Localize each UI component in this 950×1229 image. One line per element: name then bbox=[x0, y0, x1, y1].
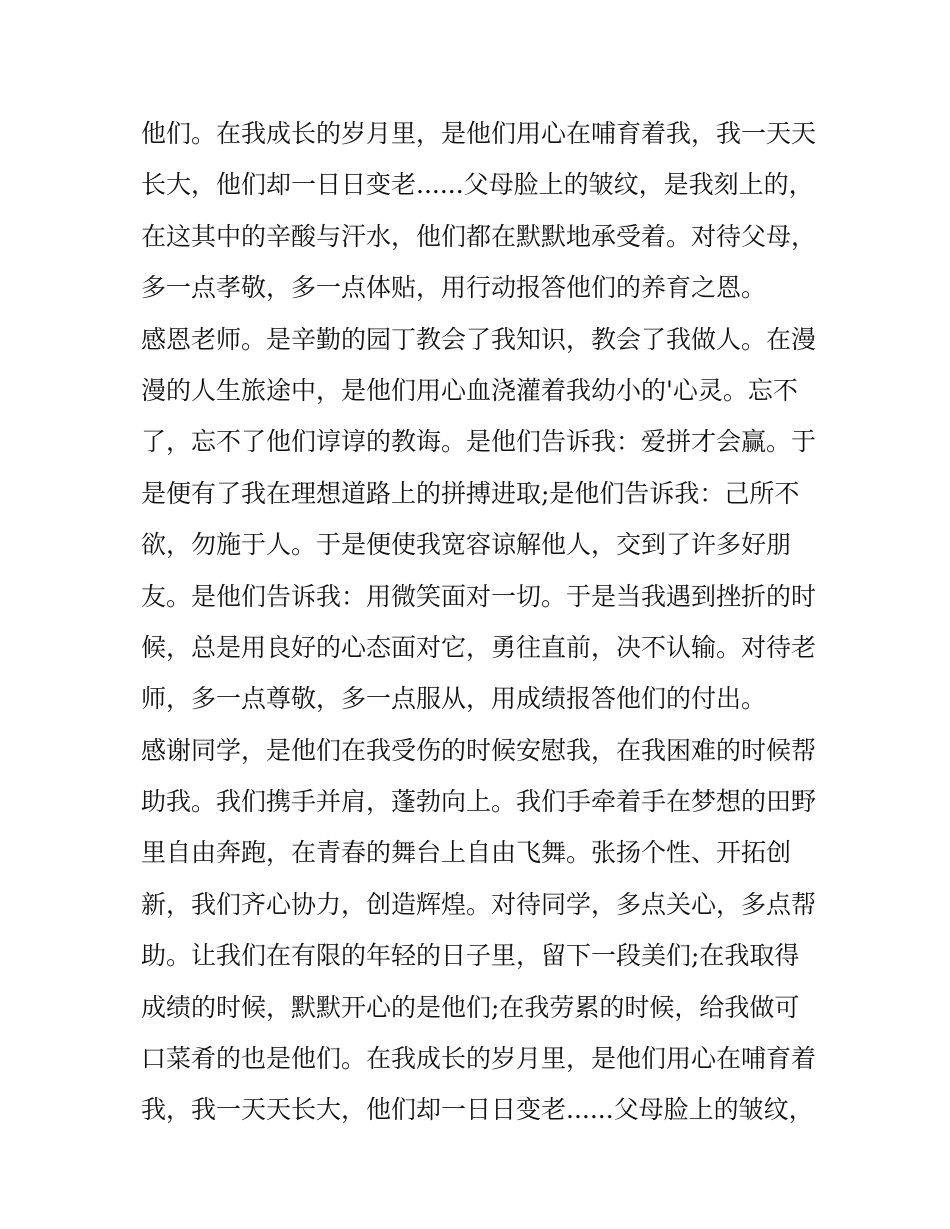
text-line: 助。让我们在有限的年轻的日子里，留下一段美们;在我取得 bbox=[141, 941, 800, 971]
text-line: 多一点孝敬，多一点体贴，用行动报答他们的养育之恩。 bbox=[141, 273, 767, 303]
text-line: 助我。我们携手并肩，蓬勃向上。我们手牵着手在梦想的田野 bbox=[141, 787, 817, 817]
text-line: 候，总是用良好的心态面对它，勇往直前，决不认输。对待老 bbox=[141, 632, 817, 662]
text-line: 了，忘不了他们谆谆的教诲。是他们告诉我：爱拼才会赢。于 bbox=[141, 427, 817, 457]
text-line: 欲，勿施于人。于是便使我宽容谅解他人，交到了许多好朋 bbox=[141, 530, 792, 560]
text-line: 长大，他们却一日日变老......父母脸上的皱纹，是我刻上的， bbox=[141, 170, 814, 200]
text-line: 在这其中的辛酸与汗水，他们都在默默地承受着。对待父母， bbox=[141, 221, 817, 251]
text-line: 师，多一点尊敬，多一点服从，用成绩报答他们的付出。 bbox=[141, 684, 767, 714]
text-line: 他们。在我成长的岁月里，是他们用心在哺育着我，我一天天 bbox=[141, 119, 817, 148]
text-line: 感谢同学，是他们在我受伤的时候安慰我，在我困难的时候帮 bbox=[141, 735, 817, 765]
body-text bbox=[141, 108, 821, 1136]
text-line: 感恩老师。是辛勤的园丁教会了我知识，教会了我做人。在漫 bbox=[141, 324, 817, 354]
text-line: 我，我一天天长大，他们却一日日变老......父母脸上的皱纹， bbox=[141, 1095, 814, 1125]
text-line: 友。是他们告诉我：用微笑面对一切。于是当我遇到挫折的时 bbox=[141, 581, 817, 611]
text-line: 新，我们齐心协力，创造辉煌。对待同学，多点关心，多点帮 bbox=[141, 889, 817, 919]
text-line: 口菜肴的也是他们。在我成长的岁月里，是他们用心在哺育着 bbox=[141, 1044, 817, 1074]
text-line: 漫的人生旅途中，是他们用心血浇灌着我幼小的'心灵。忘不 bbox=[141, 375, 798, 405]
text-line: 成绩的时候，默默开心的是他们;在我劳累的时候，给我做可 bbox=[141, 992, 800, 1022]
text-line: 里自由奔跑，在青春的舞台上自由飞舞。张扬个性、开拓创 bbox=[141, 838, 792, 868]
text-line: 是便有了我在理想道路上的拼搏进取;是他们告诉我：己所不 bbox=[141, 478, 800, 508]
